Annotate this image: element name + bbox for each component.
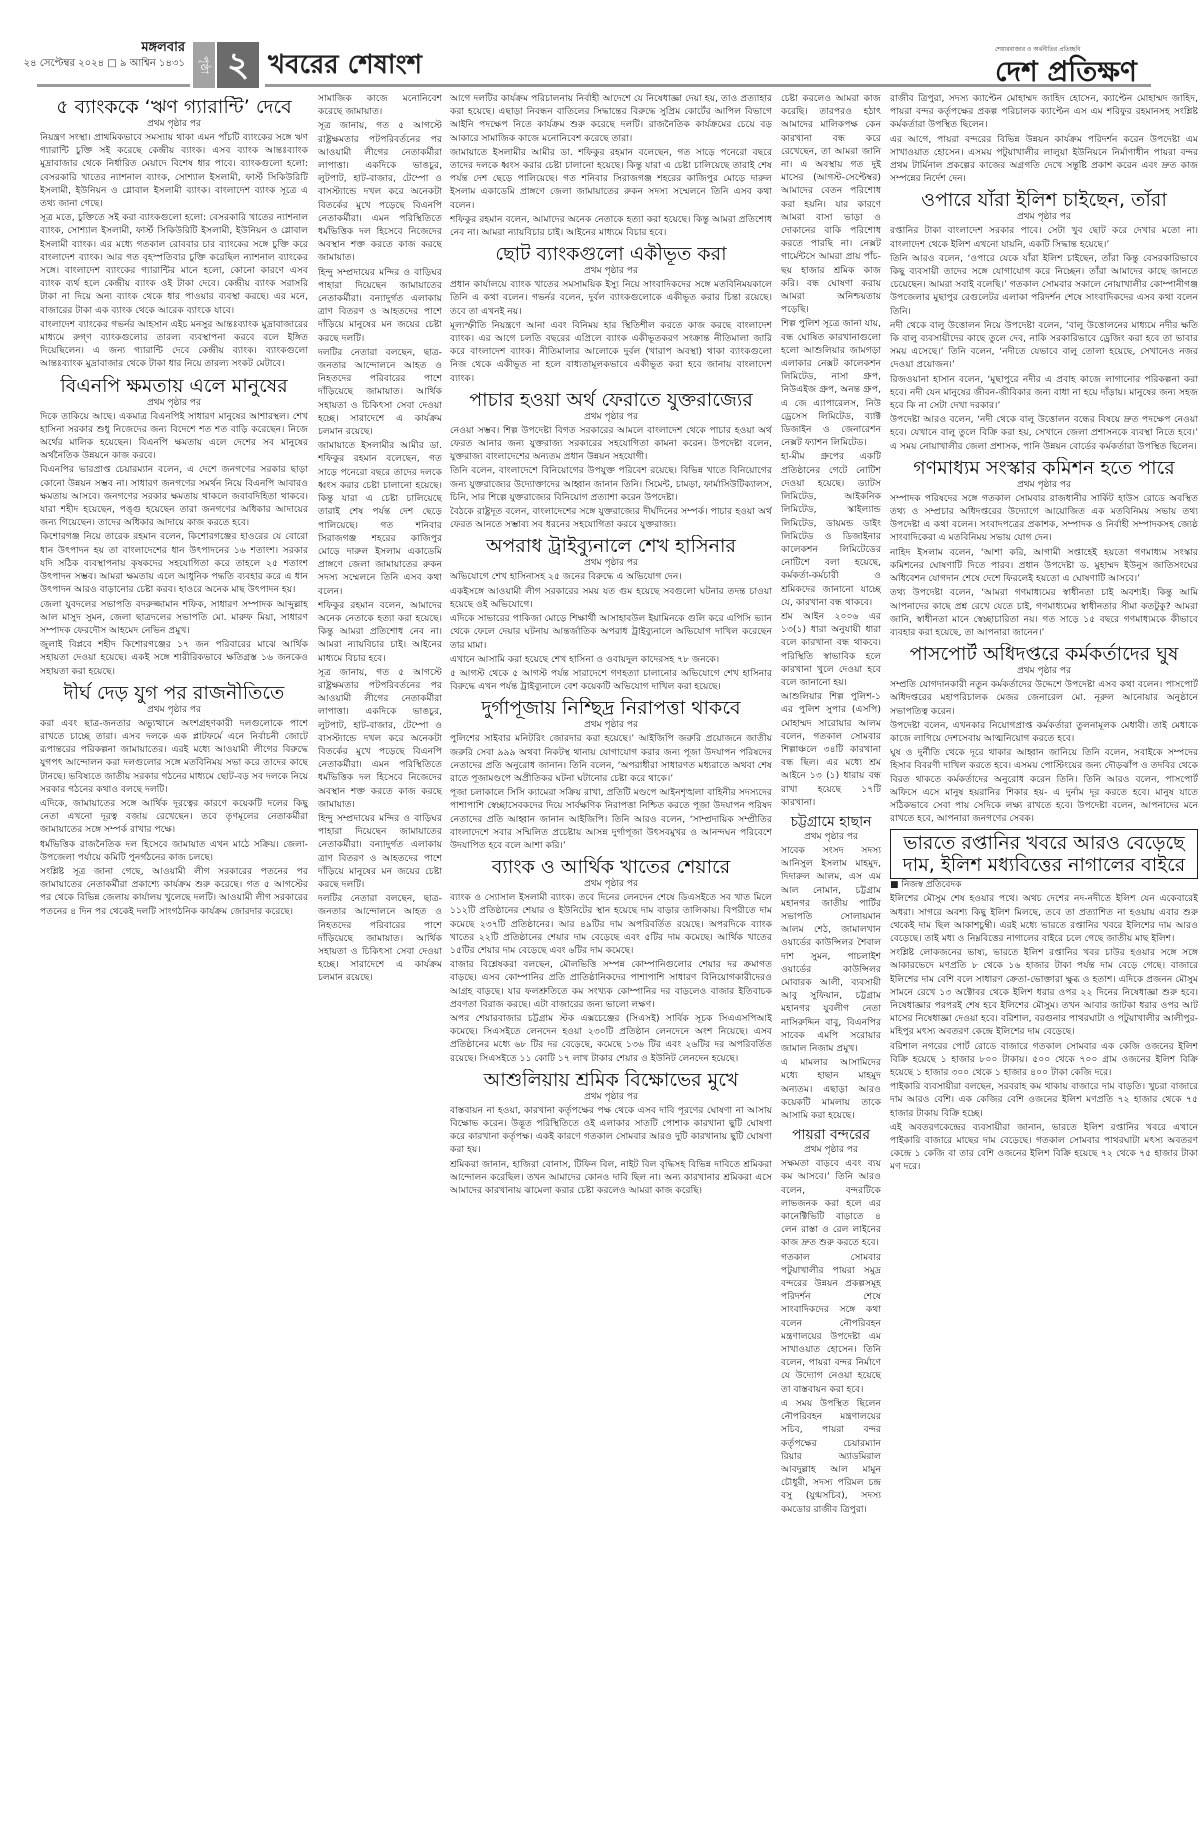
column-1: [40, 92, 308, 1792]
paragraph: এদিকে সাভারের পাকিজা মোড়ে শিক্ষার্থী আসাহাবউল ইয়ামিনকে গুলি করে এপিসি ভ্যান থেকে ফেলে দেয়ার ঘটনায় আন্তর্জাতিক অপরাধ ট্রাইব্যুনালে অভিযোগ দাখিল করেছেন তার মামা।: [450, 613, 772, 651]
byline: প্রথম পৃষ্ঠার পর: [804, 1145, 858, 1156]
column-2: [318, 92, 442, 1792]
story-bank-guarantee: [40, 96, 308, 371]
headline: ছোট ব্যাংকগুলো একীভূত করা: [495, 243, 727, 266]
paragraph: অপর শেয়ারবাজার চট্টগ্রাম স্টক এক্সচেঞ্জের (সিএসই) সার্বিক সূচক সিএএসপিআই কমেছে। সিএসইতে লেনদেন হওয়া ২৩০টি প্রতিষ্ঠান লেনদেনে অংশ নিয়েছে। এসব প্রতিষ্ঠানের মধ্যে ৬৮ টির দর বেড়েছে, কমেছে ১৩৬ টির এবং ২৬টির দর অপরিবর্তিত রয়েছে। সিএসইতে ১১ কোটি ১৭ লাখ টাকার শেয়ার ও ইউনিট লেনদেন হয়েছে।: [450, 1012, 772, 1064]
headline: ভারতে রপ্তানির খবরে আরও বেড়েছে দাম, ইলিশ মধ্যবিত্তের নাগালের বাইরে: [890, 829, 1198, 879]
paragraph: পূজা চলাকালে সিসি ক্যামেরা সক্রিয় রাখা, প্রতিটি মণ্ডপে আইনশৃঙ্খলা বাহিনীর সদস্যদের পাশাপাশি স্বেচ্ছাসেবকদের দিয়ে সার্বক্ষণিক নিরাপত্তা নিশ্চিত করতে পূজা উদযাপন পরিষদ নেতাদের প্রতি আহ্বান জানান আইজিপি। তিনি আরও বলেন, ‘সাম্প্রদায়িক সম্প্রীতির বাংলাদেশে সবার সম্মিলিত প্রচেষ্টায় আসন্ন দুর্গাপূজা উৎসবমুখর ও আনন্দঘন পরিবেশে উদযাপিত হবে বলে আশা করি।’: [450, 787, 772, 851]
paragraph: অভিযোগে শেখ হাসিনাসহ ২৫ জনের বিরুদ্ধে এ অভিযোগ দেন।: [450, 571, 682, 583]
headline: ব্যাংক ও আর্থিক খাতের শেয়ারে: [491, 856, 731, 879]
paragraph: সম্পাদক পরিষদের সঙ্গে গতকাল সোমবার রাজধানীর সার্কিট হাউস রোডে অবস্থিত তথ্য ও সম্প্রচার অধিদপ্তরের উদ্যোগে আয়োজিত এক মতবিনিময় সভায় তথ্য উপদেষ্টা এ কথা বলেন। সংবাদপত্রের প্রকাশক, সম্পাদক ও নির্বাহী সম্পাদকসহ জ্যেষ্ঠ সাংবাদিকেরা এ মতবিনিময় সভায় যোগ দেন।: [890, 492, 1198, 544]
paragraph: নেওয়া সম্ভব। শিল্প উপদেষ্টা বিগত সরকারের আমলে বাংলাদেশ থেকে পাচার হওয়া অর্থ ফেরত আনার জন্য যুক্তরাজ্য সরকারের সহযোগিতা কামনা করেন। উপদেষ্টা বলেন, যুক্তরাজ্য বাংলাদেশের অন্যতম প্রধান উন্নয়ন সহযোগী।: [450, 424, 772, 463]
story-durga-puja: [450, 697, 772, 852]
paragraph: বাজার বিশ্লেষকরা বলছেন, মৌলভিত্তি সম্পন্ন কোম্পানিগুলোর শেয়ার দর ক্রমাগত বাড়ছে। এসব কোম্পানির প্রতি প্রাতিষ্ঠানিকদের পাশাপাশি সাধারণ বিনিয়োগকারীদেরও আগ্রহ বাড়ছে। যার ফলশ্রুতিতে কম সংখ্যক কোম্পানির দর বাড়লেও বাজার ইতিবাচক প্রবণতা বিরাজ করছে। এটা বাজারের জন্য ভালো লক্ষণ।: [450, 959, 772, 1010]
paragraph: হা-মীম গ্রুপের একটি প্রতিষ্ঠানের গেটে নোটিশ দেওয়া হয়েছে। ড্যাটস লিমিটেড, আইকনিক লিমিটেড, স্কাইল্যান্ড লিমিটেড, ডায়মন্ড ডাইং লিমিটেড ও ডিজাইনার কালেকশন লিমিটেডের নোটিশে বলা হয়েছে, কর্মকর্তা-কর্মচারী ও শ্রমিকদের জানানো যাচ্ছে যে, কারখানা বন্ধ থাকবে।: [781, 451, 881, 608]
paragraph: ব্যাংক ও স্যোসাল ইসলামী ব্যাংক। তবে দিনের লেনদেন শেষে ডিএসইতে সব খাত মিলে ১১২টি প্রতিষ্ঠানের শেয়ার ও ইউনিটের স্থান হয়েছে দাম বাড়ার তালিকায়। বিপরীতে দাম কমেছে ২৩৭টি প্রতিষ্ঠানের। আর ৪৯টির দাম অপরিবর্তিত রয়েছে। অপরদিকে ব্যাংক খাতের ২২টি প্রতিষ্ঠানের শেয়ার দাম বেড়েছে এবং ৫টির দাম কমেছে। আর্থিক খাতের ১৫টির শেয়ার দাম বেড়েছে এবং ৬টির দাম কমেছে।: [450, 892, 772, 956]
page-number: ২: [217, 42, 259, 88]
paragraph: শিল্প পুলিশ সূত্রে জানা যায়, বন্ধ ঘোষিত কারখানাগুলো হলো আশুলিয়ার জামগড়া এলাকার নেক্সট কালেকশন লিমিটেড, নাসা গ্রুপ, নিউএইজ গ্রুপ, অনন্ত গ্রুপ, এ জে এ্যাপারেলস, নিউ ড্রেসেস লিমিটেড, ব্যাক্ট ডিজাইন ও জেনারেশন নেক্সট ফ্যাশন লিমিটেড।: [781, 318, 881, 449]
byline: প্রথম পৃষ্ঠার পর: [584, 411, 638, 422]
paragraph: সাবেক সংসদ সদস্য আনিসুল ইসলাম মাহমুদ, দিদারুল আলম, এস এম আল নোমান, চট্টগ্রাম মহানগর জাতীয় পার্টির সভাপতি সোলায়মান আলম শেঠ, জামালখান ওয়ার্ডের কাউন্সিলর শৈবাল দাশ সুমন, পাচলাইশ ওয়ার্ডের কাউন্সিলর মোবারক আলী, ব্যবসায়ী আবু সুফিয়ান, চট্টগ্রাম মহানগর যুবলীগ নেতা নাসিরুদ্দিন বাবু, বিএনপির সাবেক এমপি সরোয়ার জামাল নিজাম প্রমুখ।: [781, 844, 881, 1055]
paragraph: বৈঠকে রাষ্ট্রদূত বলেন, বাংলাদেশের সঙ্গে যুক্তরাজ্যের দীর্ঘদিনের সম্পর্ক। পাচার হওয়া অর্থ ফেরত আনতে সম্ভাব্য সব ধরনের সহযোগিতা করবে যুক্তরাজ্য।: [450, 506, 772, 531]
headline: পায়রা বন্দরের: [791, 1127, 871, 1144]
paragraph: চেষ্টা করলেও আমরা কাজ করেছি। তারপরও হঠাৎ আমাদের মালিকপক্ষ কেন কারখানা বন্ধ করে রেখেছেন, তা আমরা জানি না। এ অবস্থায় গত দুই মাসের (আগস্ট-সেপ্টেম্বর) আমাদের বেতন পরিশোধ করা হয়নি। যার কারণে আমরা বাসা ভাড়া ও দোকানের বাকি পরিশোধ করতে পারছি না। নেক্সট গার্মেন্টসে আমরা প্রায় পাঁচ-ছয় হাজার শ্রমিক কাজ করি। বন্ধ ঘোষণা করায় আমরা অনিশ্চয়তায় পড়েছি।: [781, 93, 881, 316]
paragraph: সূত্র জানায়, গত ৫ আগস্টে রাষ্ট্রক্ষমতার পটপরিবর্তনের পর আওয়ামী লীগের নেতাকর্মীরা লাপাত্তা। একদিকে ভাঙচুর, লুটপাট, হাট-বাজার, টেম্পো ও বাসস্ট্যান্ডে দখল করে অনেকটা বিতর্কের মুখে পড়েছে বিএনপি নেতাকর্মীরা। এমন পরিস্থিতিতে ধর্মভিত্তিক দল হিসেবে নিজেদের অবস্থান শক্ত করতে কাজ করছে জামায়াত।: [318, 120, 442, 264]
paragraph: মূল্যস্ফীতি নিয়ন্ত্রণে আনা এবং বিনিময় হার স্থিতিশীল করতে কাজ করছে বাংলাদেশ ব্যাংক। এর আগে চলতি বছরের এপ্রিলে ব্যাংক একীভূতকরণ সংক্রান্ত নীতিমালা জারি করে বাংলাদেশ ব্যাংক। নীতিমালার আলোকে দুর্বল (খারাপ অবস্থা) থাকা ব্যাংকগুলো নিজ থেকে একীভূত না হলে বাধ্যতামূলকভাবে একীভূত করা হবে জানায় বাংলাদেশ ব্যাংক।: [450, 319, 772, 384]
paragraph: শ্রমিকরা জানান, হাজিরা বোনাস, টিফিন বিল, নাইট বিল বৃদ্ধিসহ বিভিন্ন দাবিতে শ্রমিকরা আন্দোলন করেছিল। তখন আমাদের কোনও দাবি ছিল না। অন্য কারখানার শ্রমিকরা এসে আমাদের কারখানায় ঝামেলা করার চেষ্টা করলেও আমরা কাজ করেছি।: [450, 1158, 772, 1196]
paragraph: জেলা যুবদলের সভাপতি বদরুজ্জামান শফিক, সাধারণ সম্পাদক আব্দুল্লাহ আল মাসুদ সুমন, জেলা ছাত্রদলের সভাপতি মো. মারুফ মিয়া, সাধারণ সম্পাদক ফেরদৌস আহমেদ নেভিন প্রমুখ।: [40, 598, 308, 636]
paragraph: একইসঙ্গে আওয়ামী লীগ সরকারের সময় যত গুম হয়েছে সবগুলো ঘটনার তদন্ত চাওয়া হয়েছে ওই অভিযোগে।: [450, 585, 772, 610]
byline: প্রথম পৃষ্ঠার পর: [147, 704, 201, 715]
paragraph: বাস্তবায়ন না হওয়া, কারখানা কর্তৃপক্ষের পক্ষ থেকে এসব দাবি পূরণের ঘোষণা না আসায় বিক্ষোভ করেন। উদ্ভূত পরিস্থিতিতে ওই এলাকার সাতটি পোশাক কারখানা ছুটি ঘোষণা করে কারখানা কর্তৃপক্ষ। একই কারণে গতকাল সোমবার আরও দুটি কারখানায় ছুটি ঘোষণা করা হয়।: [450, 1104, 772, 1156]
page-masthead: [0, 0, 1200, 88]
paragraph: আশুলিয়ার শিল্প পুলিশ-১ এর পুলিশ সুপার (এসপি) মোহাম্মদ সারোয়ার আলম বলেন, গতকাল সোমবার শিল্পাঞ্চলে ৩৪টি কারখানা বন্ধ ছিল। এর মধ্যে শ্রম আইনে ১৩ (১) ধারায় বন্ধ রাখা হয়েছে ১৭টি কারখানা।: [781, 691, 881, 808]
story-hilsa-wanted: [890, 189, 1198, 452]
paragraph: পাইকারি ব্যবসায়ীরা বলছেন, সরবরাহ কম থাকায় বাজারে দাম বাড়তি। খুচরা বাজারে দাম আরও বেশি। এক কেজির বেশি ওজনের ইলিশ মণপ্রতি ৭২ হাজার থেকে ৭৫ হাজার টাকায় বিক্রি হচ্ছে।: [890, 1081, 1198, 1119]
story-uk-laundered-money: [450, 389, 772, 532]
column-5: [890, 92, 1198, 1792]
paragraph: সামাজিক কাজে মনোনিবেশ করেছে জামায়াত।: [318, 93, 442, 118]
paragraph: নাহিদ ইসলাম বলেন, ‘আশা করি, আগামী সপ্তাহেই হয়তো গণমাধ্যম সংস্কার কমিশনের ঘোষণাটি দিতে পারব। প্রধান উপদেষ্টা ড. মুহাম্মদ ইউনুস জাতিসংঘের অধিবেশন যোগদান শেষে দেশে ফিরলেই হয়তো এ ঘোষণাটি আসবে।’: [890, 546, 1198, 585]
byline: প্রথম পৃষ্ঠার পর: [1017, 666, 1071, 677]
paragraph: জামায়াতে ইসলামীর আমীর ডা. শফিকুর রহমান বলেছেন, গত সাড়ে পনেরো বছরে তাদের দলকে ধ্বংস করার চেষ্টা চালানো হয়েছে। কিন্তু যারা এ চেষ্টা চালিয়েছে তারাই শেষ পর্যন্ত দেশ ছেড়ে পালিয়েছে। গত শনিবার সিরাজগঞ্জ শহরের কাজিপুর মোড়ে দারুল ইসলাম একাডেমি প্রাঙ্গণে জেলা জামায়াতের রুকন সদস্য সম্মেলনে তিনি এসব কথা বলেন।: [450, 146, 772, 211]
story-hasina-tribunal: [450, 535, 772, 693]
headline: পাচার হওয়া অর্থ ফেরাতে যুক্তরাজ্যের: [469, 388, 753, 411]
byline: প্রথম পৃষ্ঠার পর: [584, 879, 638, 890]
story-jamaat-continued: [450, 92, 772, 239]
headline: দুর্গাপূজায় নিশ্ছিদ্র নিরাপত্তা থাকবে: [481, 697, 741, 720]
paragraph: গতকাল সোমবার পটুয়াখালীর পায়রা সমুদ্র বন্দরের উন্নয়ন প্রকল্পসমূহ পরিদর্শন শেষে সাংবাদিকদের সঙ্গে কথা বলেন নৌপরিবহন মন্ত্রণালয়ের উপদেষ্টা এম সাখাওয়াত হোসেন। তিনি বলেন, পায়রা বন্দর নির্মাণে যে উদ্যোগ নেওয়া হয়েছে তা বাস্তবায়ন করা হবে।: [781, 1251, 881, 1395]
paragraph: এ মামলার আসামিদের মধ্যে হাছান মাহমুদ অন্যতম। এছাড়া আরও কয়েকটি মামলায় তাকে আসামি করা হয়েছে।: [781, 1057, 881, 1122]
paragraph: তথ্য উপদেষ্টা বলেন, ‘আমরা গণমাধ্যমের স্বাধীনতা চাই অবশ্যই। কিন্তু আমি আপনাদের কাছে প্রশ্ন রেখে যেতে চাই, গণমাধ্যমের স্বাধীনতার সীমা কতটুকু? আমরা জানি, স্বাধীনতা মানে স্বেচ্ছাচারিতা নয়। গত সাড়ে ১৫ বছরে গণমাধ্যমকে কীভাবে ব্যবহার করা হয়েছে, তা আপনারা জানেন।’: [890, 587, 1198, 638]
headline: ৫ ব্যাংককে ‘ঋণ গ্যারান্টি’ দেবে: [56, 96, 292, 118]
paragraph: এদিকে, জামায়াতের সঙ্গে আর্থিক দূরত্বের কারণে কয়েকটি দলের কিছু নেতা এখনো দূরত্ব বজায় রেখেছেন। তবে তৃণমূলের নেতাকর্মীরা জামায়াতের সঙ্গে সম্পর্ক রাখার পক্ষে।: [40, 797, 308, 836]
paragraph: জুলাই বিপ্লবে শহীদ কিশোরগঞ্জের ১৭ জন পরিবারের মাঝে আর্থিক সহায়তা দেওয়া হয়েছে। একই সঙ্গে শারীরিকভাবে ক্ষতিগ্রস্ত ১৬ জনকেও সহায়তা করা হয়েছে।: [40, 639, 308, 677]
story-payra-port: [781, 1126, 881, 1515]
byline: প্রথম পৃষ্ঠার পর: [584, 558, 638, 569]
paragraph: শফিকুর রহমান বলেন, আমাদের অনেক নেতাকে হত্যা করা হয়েছে। কিন্তু আমরা প্রতিশোধ নেব না। আমরা ন্যায়বিচার চাই। আইনের মাধ্যমে বিচার হবে।: [318, 599, 442, 664]
paragraph: করা এবং ছাত্র-জনতার অভ্যুত্থানে অংশগ্রহণকারী দলগুলোকে পাশে রাখতে চাচ্ছে তারা। এসব দলকে এক প্লাটফর্মে এনে নির্বাচনী জোটে রূপান্তরের পরিকল্পনা জামায়াতের। এরই মধ্যে আওয়ামী লীগের বিরুদ্ধে যুগপৎ আন্দোলন করা দলগুলোর সঙ্গে মতবিনিময় সভা করে তাদের কাছে টানছে। ভবিষ্যতে জাতীয় সরকার গঠনের মাধ্যমে ছোট-বড় সব দলকে নিয়ে সরকার গঠনের কথাও বলছে দলটি।: [40, 717, 308, 795]
paragraph: হিন্দু সম্প্রদায়ের মন্দির ও বাড়িঘর পাহারা দিয়েছেন জামায়াতের নেতাকর্মীরা। বন্যাদুর্গত এলাকায় ত্রাণ বিতরণ ও আহতদের পাশে দাঁড়িয়ে মানুষের মন জয়ের চেষ্টা করছে দলটি।: [318, 812, 442, 890]
paragraph: রিজওয়ানা হাসান বলেন, ‘মুছাপুরে নদীর এ প্রবাহ কাজে লাগানোর পরিকল্পনা করা হবে। নদী যেন মানুষের জীবন-জীবিকার জন্য বাধা না হয়ে দাঁড়ায়। মানুষের জন্য সহজ হবে কি না সেটা দেখা দরকার।’: [890, 373, 1198, 412]
paragraph: জামায়াতে ইসলামীর আমীর ডা. শফিকুর রহমান বলেছেন, গত সাড়ে পনেরো বছরে তাদের দলকে ধ্বংস করার চেষ্টা চালানো হয়েছে। কিন্তু যারা এ চেষ্টা চালিয়েছে তারাই শেষ পর্যন্ত দেশ ছেড়ে পালিয়েছে। গত শনিবার সিরাজগঞ্জ শহরের কাজিপুর মোড়ে দারুল ইসলাম একাডেমি প্রাঙ্গণে জেলা জামায়াতের রুকন সদস্য সম্মেলনে তিনি এসব কথা বলেন।: [318, 440, 442, 597]
byline: প্রথম পৃষ্ঠার পর: [147, 397, 201, 408]
story-hilsa-price: [890, 829, 1198, 1173]
byline: প্রথম পৃষ্ঠার পর: [1017, 479, 1071, 490]
headline: অপরাধ ট্রাইব্যুনালে শেখ হাসিনার: [486, 535, 736, 558]
paragraph: এখানে আসামি করা হয়েছে শেখ হাসিনা ও ওবায়দুল কাদেরসহ ৭৮ জনকে।: [450, 653, 720, 665]
paragraph: রাজীব ত্রিপুরা, সদস্য ক্যাপ্টেন মোহাম্মদ জাহিদ হোসেন, ক্যাপ্টেন মোহাম্মদ জাহিদ, পায়রা বন্দর কর্তৃপক্ষের প্রকল্প পরিচালক ক্যাপ্টেন এস এম শরিফুর রহমানসহ সংশ্লিষ্ট কর্মকর্তারা উপস্থিত ছিলেন।: [890, 93, 1198, 131]
paragraph: তিনি বলেন, বাংলাদেশে বিনিয়োগের উপযুক্ত পরিবেশ রয়েছে। বিভিন্ন খাতে বিনিয়োগের জন্য যুক্তরাজ্যের উদ্যোক্তাদের আহ্বান জানান তিনি। সিমেন্ট, চামড়া, ফার্মাসিউটিক্যালস, চিনি, সার শিল্পে যুক্তরাজ্যের বিনিয়োগ প্রত্যাশা করেন উপদেষ্টা।: [450, 465, 772, 503]
story-chattogram-hashan: [781, 813, 881, 1122]
newspaper-logo: দেশ প্রতিক্ষণ: [995, 55, 1137, 88]
headline: পাসপোর্ট অধিদপ্তরে কর্মকর্তাদের ঘুষ: [909, 643, 1179, 666]
paragraph: বরিশাল নগরের পোর্ট রোডে বাজারে গতকাল সোমবার এক কেজি ওজনের ইলিশ বিক্রি হয়েছে ১ হাজার ৮০০ টাকায়। ৫০০ থেকে ৭০০ গ্রাম ওজনের ইলিশ বিক্রি হয়েছে ১ হাজার ৩০০ থেকে ১ হাজার ৪০০ টাকা কেজি দরে।: [890, 1040, 1198, 1078]
paragraph: নদী থেকে বালু উত্তোলন নিয়ে উপদেষ্টা বলেন, ‘বালু উত্তোলনের মাধ্যমে নদীর ক্ষতি কি বালু ব্যবসায়ীদের কাছে তুলে দেব, নাকি সরকারিভাবে ড্রেজিং করা হবে তা ভাবার সময় এসেছে।’ তিনি বলেন, ‘নদীতে যেভাবে বালু তোলা হয়েছে, সেখানেও নজর দেওয়া প্রয়োজন।’: [890, 319, 1198, 371]
story-media-reform: [890, 457, 1198, 639]
story-ashulia-workers-continued: [781, 92, 881, 809]
byline: প্রথম পৃষ্ঠার পর: [584, 1091, 638, 1102]
paragraph: উপদেষ্টা আরও বলেন, ‘নদী থেকে বালু উত্তোলন বন্ধের বিষয়ে দ্রুত পদক্ষেপ নেওয়া হবে। যেখানে বালু তুলে বিক্রি করা হয়, সেখানে জেলা প্রশাসনকে ব্যবস্থা নিতে হবে।’ এ সময় নোয়াখালীর জেলা প্রশাসক, পানি উন্নয়ন বোর্ডের কর্মকর্তারা উপস্থিত ছিলেন।: [890, 414, 1198, 452]
paragraph: দলটির নেতারা বলছেন, ছাত্র-জনতার আন্দোলনে আহত ও নিহতদের পরিবারের পাশে দাঁড়িয়েছে জামায়াত। আর্থিক সহায়তা ও চিকিৎসা সেবা দেওয়া হচ্ছে। সারাদেশে এ কার্যক্রম চলমান রয়েছে।: [318, 346, 442, 438]
paragraph: ঘুষ ও দুর্নীতি থেকে দূরে থাকার আহ্বান জানিয়ে তিনি বলেন, সবাইকে সম্পদের হিসাব বিবরণী দাখিল করতে হবে। এসময় পোস্টিংয়ের জন্য দৌড়ঝাঁপ ও তদবির থেকে বিরত থাকতে কর্মকর্তাদের অনুরোধ করেন তিনি। তিনি আরও বলেন, পাসপোর্ট অফিসে এসে মানুষ হয়রানির শিকার হয়- এ দুর্নাম দূর করতে হবে। মানুষ যাতে সঠিকভাবে সেবা পায় সেদিকে লক্ষ্য রাখতে হবে। উপদেষ্টা বলেন, আপনাদের মনে রাখতে হবে, আপনারা জনগণের সেবক।: [890, 747, 1198, 825]
issue-day: মঙ্গলবার: [141, 40, 185, 55]
byline: প্রথম পৃষ্ঠার পর: [804, 831, 858, 842]
paragraph: ইলিশের মৌসুম শেষ হওয়ার পথে। অথচ দেশের নদ-নদীতে ইলিশ যেন একেবারেই অধরা। সাগরে অবশ্য কিছু ইলিশ মিলছে, তবে তা প্রত্যাশিত না হওয়ায় এবার শুরু থেকেই দাম ছিল আকাশচুম্বী। এরই মধ্যে ভারতে রপ্তানির খবরে ইলিশের দাম আরও বেড়েছে। তাই মধ্য ও নিম্নবিত্তের নাগালের বাইরে চলে গেছে জাতীয় মাছ ইলিশ।: [890, 893, 1198, 944]
paragraph: এই অবতরণকেন্দ্রের ব্যবসায়ীরা জানান, ভারতে ইলিশ রপ্তানির খবরে এখানে পাইকারি বাজারে মাছের দাম বেড়েছে। গতকাল সোমবার পাথরঘাটা মৎস্য অবতরণ কেন্দ্রে ১ কেজি বা তার বেশি ওজনের ইলিশ বিক্রি হয়েছে ৭২ থেকে ৭৫ হাজার টাকা মণ দরে।: [890, 1121, 1198, 1173]
paragraph: রপ্তানির টাকা বাংলাদেশ সরকার পাবে। সেটা খুব ছোট করে দেখার মতো না। বাংলাদেশ থেকে ইলিশ এখনো যায়নি, একটি সিদ্ধান্ত হয়েছে।’: [890, 225, 1198, 250]
paragraph: শফিকুর রহমান বলেন, আমাদের অনেক নেতাকে হত্যা করা হয়েছে। কিন্তু আমরা প্রতিশোধ নেব না। আমরা ন্যায়বিচার চাই। আইনের মাধ্যমে বিচার হবে।: [450, 213, 772, 239]
column-3: [450, 92, 772, 1792]
story-long-era-politics: [40, 682, 308, 918]
byline: প্রথম পৃষ্ঠার পর: [1017, 212, 1071, 223]
paragraph: ৫ আগস্ট থেকে ৫ আগস্ট পর্যন্ত সারাদেশে গণহত্যা চালানোর অভিযোগে শেখ হাসিনার বিরুদ্ধে এখন পর্যন্ত ট্রাইব্যুনালে বেশ কয়েকটি অভিযোগ দাখিল করা হয়েছে।: [450, 667, 772, 693]
headline: আশুলিয়ায় শ্রমিক বিক্ষোভের মুখে: [483, 1068, 739, 1091]
headline: ওপারে যাঁরা ইলিশ চাইছেন, তাঁরা: [921, 189, 1167, 212]
paragraph: উপদেষ্টা বলেন, এখনকার নিয়োগপ্রাপ্ত কর্মকর্তারা তুলনামূলক মেধাবী। তাই মেধাকে কাজে লাগিয়ে দেশসেবায় আত্মনিয়োগ করতে হবে।: [890, 719, 1198, 744]
paragraph: এ সময় উপস্থিত ছিলেন নৌপরিবহন মন্ত্রণালয়ের সচিব, পায়রা বন্দর কর্তৃপক্ষের চেয়ারম্যান রিয়ার অ্যাডমিরাল আবদুল্লাহ আল মামুন চৌধুরী, সদস্য পরিমল চন্দ্র বসু (যুগ্মসচিব), সদস্য কমডোর রাজীব ত্রিপুরা।: [781, 1397, 881, 1515]
byline: প্রথম পৃষ্ঠার পর: [584, 720, 638, 731]
paragraph: প্রধান কার্যালয়ে ব্যাংক খাতের সমসাময়িক ইস্যু নিয়ে সাংবাদিকদের সঙ্গে মতবিনিময়কালে তিনি এ কথা বলেন। গভর্নর বলেন, দুর্বল ব্যাংকগুলোকে একীভূত করার চিন্তা রয়েছে। তবে তা এখনই নয়।: [450, 279, 772, 317]
paragraph: সংশ্লিষ্ট লোকজনের ভাষ্য, ভারতে ইলিশ রপ্তানির খবর চাউর হওয়ার সঙ্গে সঙ্গে আকারভেদে মণপ্রতি ৮ থেকে ১৬ হাজার টাকা পর্যন্ত দাম বেড়ে গেছে। বাজারে ইলিশের দাম বেশি বলে সাধারণ ক্রেতা-ভোক্তারা ক্ষুব্ধ ও হতাশ। এদিকে প্রজনন মৌসুম সামনে রেখে ১৩ অক্টোবর থেকে ইলিশ ধরার ওপর ২২ দিনের নিষেধাজ্ঞা শুরু হবে। নিষেধাজ্ঞার পরপরই শেষ হবে ইলিশের মৌসুম। তখন আবার জাটকা ধরার ওপর আট মাসের নিষেধাজ্ঞা দেওয়া হবে। বরিশাল, বরগুনার পাথরঘাটা ও পটুয়াখালীর আলীপুর-মহিপুর মৎস্য অবতরণ কেন্দ্রে ইলিশের দাম বেড়েছে।: [890, 947, 1198, 1038]
paragraph: ধর্মভিত্তিক রাজনৈতিক দল হিসেবে জামায়াত এখন মাঠে সক্রিয়। জেলা-উপজেলা পর্যায়ে কমিটি পুনর্গঠনের কাজ চলছে।: [40, 838, 308, 863]
headline: চট্টগ্রামে হাছান: [790, 813, 872, 830]
story-bnp-power: [40, 375, 308, 678]
story-small-banks-merge: [450, 243, 772, 385]
paragraph: সংশ্লিষ্ট সূত্র জানা গেছে, আওয়ামী লীগ সরকারের পতনের পর জামায়াতের নেতাকর্মীরা প্রকাশ্যে কার্যক্রম শুরু করেছে। গত ৫ আগস্টের পর থেকে বিভিন্ন জেলায় কার্যালয় খুলেছে দলটি। আওয়ামী লীগ সরকারের পতনের ৪ দিন পর থেকেই দলটি সাংগঠনিক কার্যক্রম জোরদার করেছে।: [40, 865, 308, 917]
newspaper-tagline: শেয়ারবাজার ও অর্থনীতির প্রতিচ্ছবি: [995, 46, 1081, 53]
page-label: পৃষ্ঠা: [193, 42, 215, 88]
paragraph: দলটির নেতারা বলছেন, ছাত্র-জনতার আন্দোলনে আহত ও নিহতদের পরিবারের পাশে দাঁড়িয়েছে জামায়াত। আর্থিক সহায়তা ও চিকিৎসা সেবা দেওয়া হচ্ছে। সারাদেশে এ কার্যক্রম চলমান রয়েছে।: [318, 893, 442, 984]
column-4: [781, 92, 881, 1792]
story-ashulia-workers: [450, 1069, 772, 1197]
story-long-era-politics-continued: [318, 92, 442, 985]
headline: দীর্ঘ দেড় যুগ পর রাজনীতিতে: [63, 681, 285, 704]
byline: প্রথম পৃষ্ঠার পর: [584, 266, 638, 277]
headline: গণমাধ্যম সংস্কার কমিশন হতে পারে: [913, 456, 1175, 479]
paragraph: শ্রম আইন ২০০৬ এর ১৩(১) ধারা অনুযায়ী ধারা বলে কারখানা বন্ধ থাকবে। পরিস্থিতি স্বাভাবিক হলে কারখানা খুলে দেওয়া হবে বলে জানানো হয়।: [781, 610, 881, 688]
paragraph: নিয়ন্ত্রণ সংস্থা। প্রাথমিকভাবে সমস্যায় থাকা এমন পাঁচটি ব্যাংকের সঙ্গে ঋণ গ্যারান্টি চুক্তি সই করেছে কেন্দ্রীয় ব্যাংক। এসব ব্যাংক আন্তঃব্যাংক মুদ্রাবাজার থেকে নির্ধারিত মেয়াদে বিশেষ ধার পাবে। ব্যাংকগুলো হলো: বেসরকারি খাতের ন্যাশনাল ব্যাংক, সোশ্যাল ইসলামী, ফার্স্ট সিকিউরিটি ইসলামী, ইউনিয়ন ও গ্লোবাল ইসলামী ব্যাংক। বাংলাদেশ ব্যাংক সূত্রে এ তথ্য জানা গেছে।: [40, 132, 308, 210]
paragraph: আগে দলটির কার্যক্রম পরিচালনায় নির্বাহী আদেশে যে নিষেধাজ্ঞা দেয়া হয়, তাও প্রত্যাহার করা হয়েছে। এছাড়া নিবন্ধন বাতিলের সিদ্ধান্তের বিরুদ্ধে সুপ্রিম কোর্টের আপিল বিভাগে আইনি পদক্ষেপ নিতে কার্যক্রম শুরু করেছে দলটি। রাজনৈতিক কার্যক্রমের চেয়ে বড় আকারে সামাজিক কাজে মনোনিবেশ করেছে তারা।: [450, 93, 772, 144]
issue-date: ২৪ সেপ্টেম্বর ২০২৪ □ ৯ আশ্বিন ১৪৩১: [23, 58, 185, 69]
paragraph: সক্ষমতা বাড়বে এবং ব্যয় কম আসবে।’ তিনি আরও বলেন, বন্দরটিকে লাভজনক করা হলে এর কানেক্টিভিটি বাড়াতে ৪ লেন রাস্তা ও রেল লাইনের কাজ দ্রুত শুরু করতে হবে।: [781, 1158, 881, 1249]
byline: ■ নিজস্ব প্রতিবেদক: [890, 880, 962, 891]
masthead-rule-left: [37, 84, 190, 87]
paragraph: এর আগে, পায়রা বন্দরের বিভিন্ন উন্নয়ন কার্যক্রম পরিদর্শন করেন উপদেষ্টা এম সাখাওয়াত হোসেন। এসময় পটুয়াখালীর লালুয়া ইউনিয়নে নির্মাণাধীন পায়রা বন্দর প্রথম টার্মিনাল প্রকল্পের কাজের অগ্রগতি দেখে সন্তুষ্টি প্রকাশ করেন এবং দ্রুত কাজ সম্পন্নের নির্দেশ দেন।: [890, 133, 1198, 185]
story-passport-bribe: [890, 643, 1198, 825]
paragraph: হিন্দু সম্প্রদায়ের মন্দির ও বাড়িঘর পাহারা দিয়েছেন জামায়াতের নেতাকর্মীরা। বন্যাদুর্গত এলাকায় ত্রাণ বিতরণ ও আহতদের পাশে দাঁড়িয়ে মানুষের মন জয়ের চেষ্টা করছে দলটি।: [318, 266, 442, 344]
paragraph: সম্প্রতি যোগদানকারী নতুন কর্মকর্তাদের উদ্দেশে উপদেষ্টা এসব কথা বলেন। পাসপোর্ট অধিদপ্তরের মহাপরিচালক মেজর জেনারেল মো. নূরুল আনোয়ার অনুষ্ঠানে সভাপতিত্ব করেন।: [890, 679, 1198, 717]
paragraph: কিশোরগঞ্জ নিয়ে তারেক রহমান বলেন, কিশোরগঞ্জের হাওরের যে বোরো ধান উৎপাদন হয় তা বাংলাদেশের ধান উৎপাদনের ১৬ শতাংশ। সরকার যদি সঠিক ব্যবস্থাপনায় কৃষকদের সহযোগিতা করে তাহলে ২৫ শতাংশ উৎপাদন সম্ভব। আমরা ক্ষমতায় এলে আধুনিক পদ্ধতি ব্যবহার করে এ ধান উৎপাদন আরও বাড়ানোর চেষ্টা করব। হাওরে অনেক মাছ উৎপাদন হয়।: [40, 531, 308, 596]
paragraph: তিনি আরও বলেন, ‘ওপারে যেকে যাঁরা ইলিশ চাইছেন, তাঁরা কিন্তু বেসরকারিভাবে কিছু ব্যবসায়ী তাদের সঙ্গে যোগাযোগ করে নিচ্ছেন। তাঁরা আমাদের কাছে জানতে চেয়েছেন। আমরা সবাই বলেছি।’ গতকাল সোমবার সকালে নোয়াখালীর কোম্পানীগঞ্জ উপজেলার মুছাপুর রেগুলেটর এলাকা পরিদর্শন শেষে সাংবাদিকদের এসব কথা বলেন তিনি।: [890, 252, 1198, 317]
paragraph: বিএনপির ভারপ্রাপ্ত চেয়ারম্যান বলেন, এ দেশে জনগণের সরকার ছাড়া কোনো উন্নয়ন সম্ভব না। সাধারণ জনগণের সমর্থন নিয়ে বিএনপি আবারও ক্ষমতায় আসবে। জনগণের সরকার ক্ষমতায় থাকলে জবাবদিহিতা থাকবে। যারা শহীদ হয়েছেন, পঙ্গু হয়েছেন তারা জনগণের অধিকার আদায়ের জন্য গিয়েছেন। তাদের অধিকার আদায়ে কাজ করতে হবে।: [40, 464, 308, 529]
paragraph: সূত্র জানায়, গত ৫ আগস্টে রাষ্ট্রক্ষমতার পটপরিবর্তনের পর আওয়ামী লীগের নেতাকর্মীরা লাপাত্তা। একদিকে ভাঙচুর, লুটপাট, হাট-বাজার, টেম্পো ও বাসস্ট্যান্ডে দখল করে অনেকটা বিতর্কের মুখে পড়েছে বিএনপি নেতাকর্মীরা। এমন পরিস্থিতিতে ধর্মভিত্তিক দল হিসেবে নিজেদের অবস্থান শক্ত করতে কাজ করছে জামায়াত।: [318, 666, 442, 810]
paragraph: দিকে তাকিয়ে আছে। একমাত্র বিএনপিই সাধারণ মানুষের আশারস্থল। শেখ হাসিনা সরকার শুধু নিজেদের জন্য বিদেশে শত শত বাড়ি করেছেন। নিজে অর্থের মালিক হয়েছেন। বিএনপি ক্ষমতায় এলে দেশের সব মানুষের অর্থনৈতিক উন্নয়নে কাজ করবে।: [40, 410, 308, 462]
story-bank-financial-shares: [450, 856, 772, 1065]
byline: প্রথম পৃষ্ঠার পর: [147, 119, 201, 129]
section-title: খবরের শেষাংশ: [268, 50, 423, 80]
paragraph: পুলিশের সাইবার মনিটরিং জোরদার করা হয়েছে।’ আইজিপি জরুরি প্রয়োজনে জাতীয় জরুরি সেবা ৯৯৯ অথবা নিকটস্থ থানায় যোগাযোগ করার জন্য পূজা উদযাপন পরিষদের নেতাদের প্রতি অনুরোধ জানান। তিনি বলেন, ‘অপরাধীরা সাধারণত মধ্যরাতে অথবা শেষ রাতে পূজামণ্ডপে অপ্রীতিকর ঘটনা ঘটানোর চেষ্টা করে থাকে।’: [450, 733, 772, 784]
paragraph: বাংলাদেশ ব্যাংকের গভর্নর আহসান এইচ মনসুর আন্তঃব্যাংক মুদ্রাবাজারের মাধ্যমে রুগ্‌ণ ব্যাংকগুলোর তারল্য ব্যবস্থাপনা করবে বলে ইঙ্গিত দিয়েছিলেন। এ জন্য গ্যারান্টি দেবে কেন্দ্রীয় ব্যাংক। ব্যাংকগুলো আন্তঃব্যাংক মুদ্রাবাজার থেকে টাকা ধার নিয়ে তারল্য সংকট মেটাবে।: [40, 318, 308, 370]
paragraph: সূত্র মতে, চুক্তিতে সই করা ব্যাংকগুলো হলো: বেসরকারি খাতের ন্যাশনাল ব্যাংক, সোশ্যাল ইসলামী, ফার্স্ট সিকিউরিটি ইসলামী, ইউনিয়ন ও গ্লোবাল ইসলামী ব্যাংক। এর মধ্যে গতকাল রোববার চার ব্যাংকের সঙ্গে চুক্তি করে বাংলাদেশ ব্যাংক। আর গত বৃহস্পতিবার চুক্তি করেছিল ন্যাশনাল ব্যাংকের সঙ্গে। বাংলাদেশ ব্যাংকের গ্যারান্টির মানে হলো, কোনো কারণে এসব ব্যাংক ব্যর্থ হলে কেন্দ্রীয় ব্যাংক ওই টাকা দেবে। কেন্দ্রীয় ব্যাংক সরাসরি টাকা না দিয়ে অন্য ব্যাংক থেকে ধার পাওয়ার ব্যবস্থা করছে। এর মনে, বাজারের টাকা এক ব্যাংক থেকে আরেক ব্যাংকে যাবে।: [40, 212, 308, 316]
story-payra-port-continued: [890, 92, 1198, 185]
headline: বিএনপি ক্ষমতায় এলে মানুষের: [60, 374, 288, 397]
